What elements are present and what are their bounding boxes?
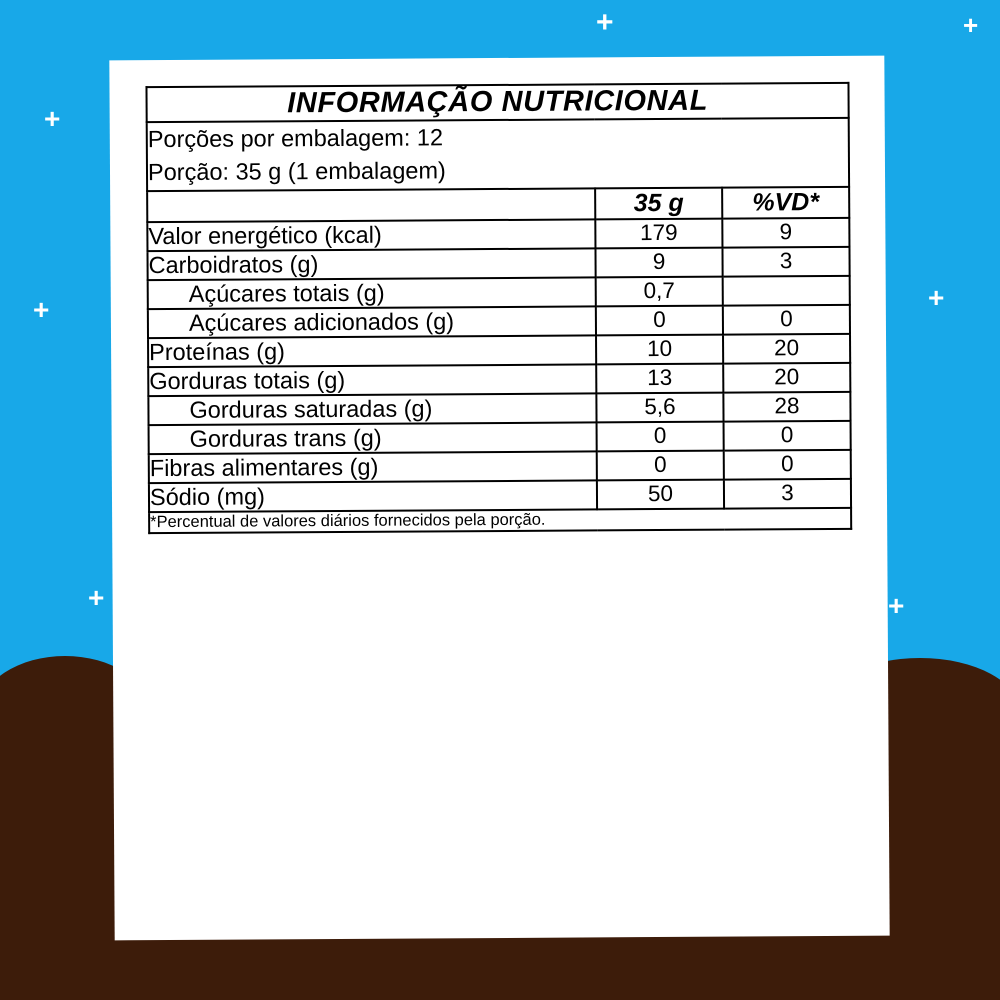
serving-info	[147, 118, 849, 191]
table-row	[147, 247, 849, 280]
nutrient-daily-value: 3	[722, 247, 849, 277]
footnote: *Percentual de valores diários fornecidos pela porção.	[149, 508, 851, 533]
nutrient-daily-value: 9	[722, 218, 849, 248]
table-row	[149, 450, 851, 483]
serving-size: Porção: 35 g (1 embalagem)	[147, 157, 446, 186]
table-row	[148, 392, 850, 425]
nutrient-name: Proteínas (g)	[148, 335, 596, 367]
sparkle-icon: +	[596, 6, 614, 39]
nutrient-name: Gorduras saturadas (g)	[148, 393, 596, 425]
nutrient-daily-value: 0	[724, 450, 851, 480]
nutrient-daily-value: 28	[723, 392, 850, 422]
nutrient-daily-value: 0	[724, 421, 851, 451]
nutrient-name: Sódio (mg)	[149, 480, 597, 512]
sparkle-icon: +	[33, 294, 50, 325]
table-header-row	[147, 187, 849, 222]
nutrient-amount: 13	[596, 363, 723, 393]
nutrient-amount: 10	[596, 334, 723, 364]
nutrient-daily-value: 3	[724, 479, 851, 509]
nutrient-name: Valor energético (kcal)	[147, 219, 595, 251]
nutrient-amount: 0	[596, 305, 723, 335]
sparkle-icon: +	[963, 10, 979, 40]
nutrient-name: Carboidratos (g)	[147, 248, 595, 280]
nutrient-amount: 5,6	[596, 392, 723, 422]
label-title: INFORMAÇÃO NUTRICIONAL	[146, 83, 848, 122]
column-header-dv: %VD*	[722, 187, 849, 219]
nutrient-amount: 179	[595, 218, 722, 248]
table-row	[149, 421, 851, 454]
nutrient-name: Gorduras totais (g)	[148, 364, 596, 396]
nutrient-daily-value: 0	[723, 305, 850, 335]
nutrition-label	[145, 82, 850, 534]
sparkle-icon: +	[888, 590, 905, 621]
nutrient-amount: 9	[595, 247, 722, 277]
nutrient-name: Fibras alimentares (g)	[149, 451, 597, 483]
table-row-footnote	[149, 508, 851, 533]
nutrient-name: Açúcares totais (g)	[148, 277, 596, 309]
nutrient-daily-value: 20	[723, 334, 850, 364]
column-header-amount: 35 g	[595, 187, 722, 219]
nutrient-amount: 0	[597, 421, 724, 451]
nutrient-name: Gorduras trans (g)	[149, 422, 597, 454]
table-row	[148, 305, 850, 338]
table-row	[147, 218, 849, 251]
nutrient-name: Açúcares adicionados (g)	[148, 306, 596, 338]
servings-per-package: Porções por embalagem: 12	[147, 124, 444, 153]
table-row-title	[146, 83, 848, 122]
nutrient-amount: 0,7	[596, 276, 723, 306]
sparkle-icon: +	[44, 103, 61, 134]
table-row	[148, 334, 850, 367]
nutrition-label-card	[109, 56, 889, 941]
table-row	[148, 363, 850, 396]
nutrient-amount: 0	[597, 450, 724, 480]
table-row	[148, 276, 850, 309]
nutrient-daily-value	[723, 276, 850, 306]
table-row	[149, 479, 851, 512]
column-header-nutrient	[147, 188, 595, 222]
nutrition-facts-table	[145, 82, 852, 534]
table-row-serving-info	[147, 118, 849, 191]
sparkle-icon: +	[928, 282, 945, 313]
nutrient-daily-value: 20	[723, 363, 850, 393]
nutrient-amount: 50	[597, 479, 724, 509]
sparkle-icon: +	[88, 582, 105, 613]
